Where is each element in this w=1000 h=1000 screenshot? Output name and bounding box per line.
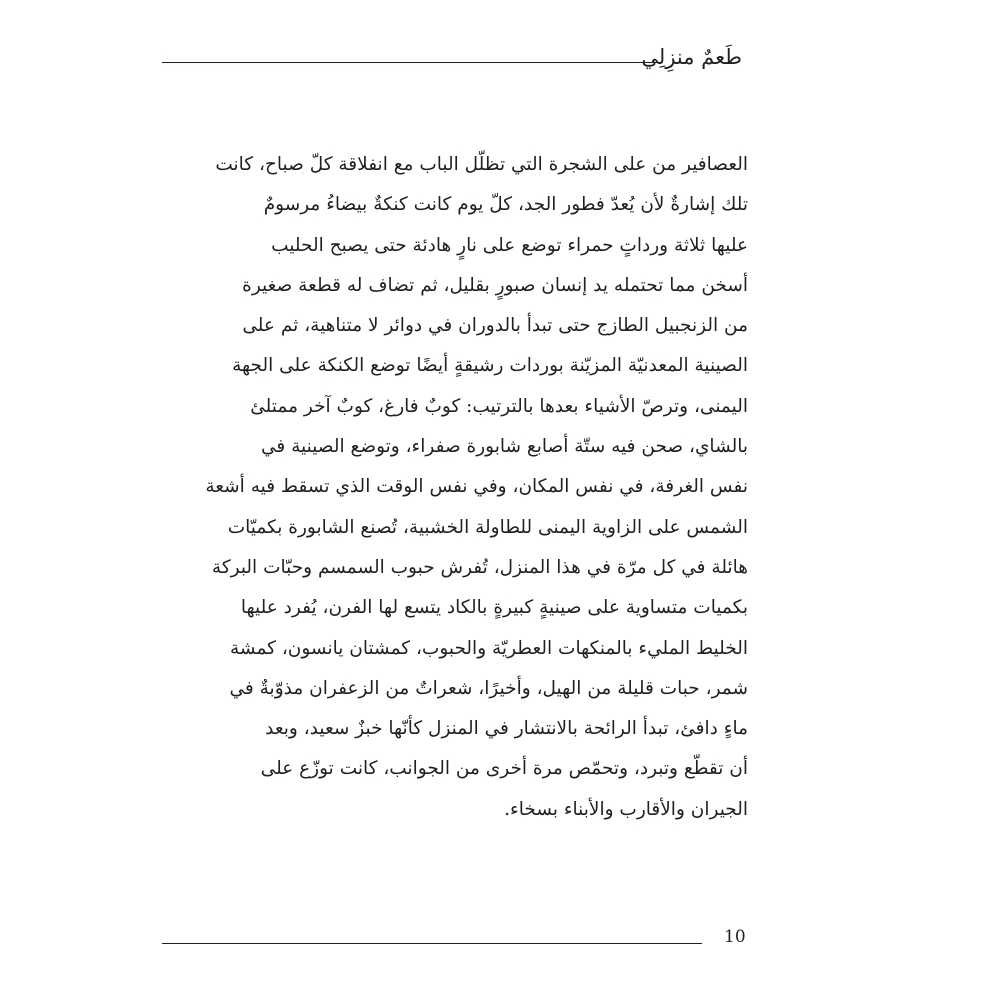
body-line: الخليط المليء بالمنكهات العطريّة والحبوب، كمشتان يانسون، كمشة xyxy=(230,637,748,659)
body-paragraph xyxy=(205,145,748,830)
header-rule xyxy=(162,62,660,63)
running-title: طَعمٌ منزِلِي xyxy=(641,45,742,69)
body-line: أسخن مما تحتمله يد إنسان صبورٍ بقليل، ثم تضاف له قطعة صغيرة xyxy=(242,274,748,296)
body-line: بكميات متساوية على صينيةٍ كبيرةٍ بالكاد يتسع لها الفرن، يُفرد عليها xyxy=(240,597,748,619)
body-line: هائلة في كل مرّة في هذا المنزل، تُفرش حبوب السمسم وحبّات البركة xyxy=(211,556,748,578)
body-line: العصافير من على الشجرة التي تظلّل الباب مع انفلاقة كلّ صباح، كانت xyxy=(215,154,748,175)
body-line: شمر، حبات قليلة من الهيل، وأخيرًا، شعراتٌ من الزعفران مذوّبةٌ في xyxy=(229,677,748,699)
body-line: الصينية المعدنيّة المزيّنة بوردات رشيقةٍ أيضًا توضع الكنكة على الجهة xyxy=(232,355,748,377)
body-line: الجيران والأقارب والأبناء بسخاء. xyxy=(504,798,748,820)
body-line: أن تقطّع وتبرد، وتحمّص مرة أخرى من الجوانب، كانت توزّع على xyxy=(260,758,748,780)
body-line: الشمس على الزاوية اليمنى للطاولة الخشبية، تُصنع الشابورة بكميّات xyxy=(227,516,748,538)
body-line: اليمنى، وترصّ الأشياء بعدها بالترتيب: كوبٌ فارغ، كوبٌ آخر ممتلئ xyxy=(250,395,748,417)
body-line: نفس الغرفة، في نفس المكان، وفي نفس الوقت الذي تسقط فيه أشعة xyxy=(205,476,748,498)
footer-rule xyxy=(162,943,702,944)
body-line: بالشاي، صحن فيه ستّة أصابع شابورة صفراء، وتوضع الصينية في xyxy=(261,436,748,458)
body-line: ماءٍ دافئ، تبدأ الرائحة بالانتشار في المنزل كأنّها خبزٌ سعيد، وبعد xyxy=(265,718,748,740)
body-line: تلك إشارةٌ لأن يُعدّ فطور الجد، كلّ يوم كانت كنكةٌ بيضاءُ مرسومٌ xyxy=(263,194,748,216)
page-number: 10 xyxy=(724,927,746,947)
body-line: عليها ثلاثة ورداتٍ حمراء توضع على نارٍ هادئة حتى يصبح الحليب xyxy=(271,234,748,256)
body-line: من الزنجبيل الطازج حتى تبدأ بالدوران في دوائر لا متناهية، ثم على xyxy=(242,315,748,337)
